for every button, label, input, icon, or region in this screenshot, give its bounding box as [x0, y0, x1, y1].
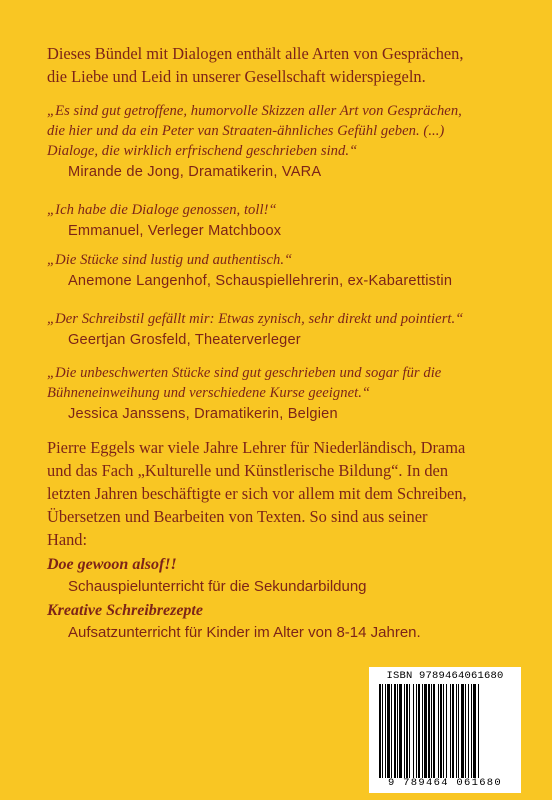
isbn-label: ISBN 9789464061680 [386, 670, 504, 682]
barcode-bar [424, 684, 427, 778]
quote-line: „Der Schreibstil gefällt mir: Etwas zynisch, sehr direkt und pointiert.“ [47, 311, 464, 327]
quote-line: „Es sind gut getroffene, humorvolle Skizzen aller Art von Gesprächen, [47, 103, 462, 119]
quote-attribution: Jessica Janssens, Dramatikerin, Belgien [68, 406, 338, 422]
barcode-bar [391, 684, 392, 778]
review-quote [47, 309, 527, 351]
barcode-bar [397, 684, 398, 778]
book-description: Schauspielunterricht für die Sekundarbildung [68, 578, 367, 595]
barcode-bar [406, 684, 408, 778]
quote-line: die hier und da ein Peter van Straaten-ähnliches Gefühl geben. (...) [47, 123, 445, 139]
book-entry [47, 599, 527, 644]
barcode-bar [394, 684, 396, 778]
barcode-bar [409, 684, 410, 778]
barcode-bar [468, 684, 469, 778]
barcode-bar [458, 684, 459, 778]
barcode-bar [418, 684, 420, 778]
book-title: Kreative Schreibrezepte [47, 602, 203, 619]
barcode-bar [446, 684, 447, 778]
barcode-bar [461, 684, 464, 778]
quote-attribution: Geertjan Grosfeld, Theaterverleger [68, 332, 301, 348]
barcode-bar [385, 684, 386, 778]
review-quote [47, 250, 527, 292]
author-bio [47, 436, 527, 551]
book-entry [47, 553, 527, 598]
barcode-digits: 9 789464 061680 [387, 777, 502, 789]
intro-paragraph [47, 42, 527, 88]
barcode-bar [413, 684, 414, 778]
barcode-bar [416, 684, 417, 778]
review-quote [47, 200, 527, 242]
barcode-bar [471, 684, 472, 778]
bio-line: und das Fach „Kulturelle und Künstlerische Bildung“. In den [47, 461, 449, 480]
barcode-bar [473, 684, 476, 778]
barcode-bar [382, 684, 383, 778]
intro-line: Dieses Bündel mit Dialogen enthält alle Arten von Gesprächen, [47, 44, 464, 63]
barcode-bar [422, 684, 423, 778]
barcode-bar [443, 684, 444, 778]
barcode-bar [387, 684, 390, 778]
quote-attribution: Mirande de Jong, Dramatikerin, VARA [68, 164, 322, 180]
barcode-bar [431, 684, 432, 778]
book-title: Doe gewoon alsof!! [47, 556, 177, 573]
barcode-bars [377, 684, 513, 778]
barcode-bar [456, 684, 457, 778]
book-description: Aufsatzunterricht für Kinder im Alter von 8-14 Jahren. [68, 624, 421, 641]
barcode-bar [452, 684, 454, 778]
quote-attribution: Anemone Langenhof, Schauspiellehrerin, ex-Kabarettistin [68, 273, 453, 289]
quote-line: „Die unbeschwerten Stücke sind gut geschrieben und sogar für die [47, 365, 442, 381]
barcode-bar [399, 684, 402, 778]
bio-line: Hand: [47, 530, 88, 549]
bio-line: Übersetzen und Bearbeiten von Texten. So sind aus seiner [47, 507, 428, 526]
quote-line: Bühneneinweihung und verschiedene Kurse geeignet.“ [47, 385, 371, 401]
barcode-bar [450, 684, 451, 778]
barcode-bar [478, 684, 479, 778]
quote-line: Dialoge, die wirklich erfrischend geschrieben sind.“ [47, 143, 358, 159]
barcode-bar [433, 684, 435, 778]
barcode-bar [465, 684, 466, 778]
review-quote [47, 363, 527, 425]
barcode-bar [379, 684, 381, 778]
barcode-bar [440, 684, 442, 778]
barcode-bar [428, 684, 430, 778]
barcode-bar [404, 684, 405, 778]
quote-line: „Ich habe die Dialoge genossen, toll!“ [47, 202, 277, 218]
isbn-barcode [369, 667, 521, 793]
review-quote [47, 101, 527, 183]
quote-line: „Die Stücke sind lustig und authentisch.“ [47, 252, 293, 268]
bio-line: letzten Jahren beschäftigte er sich vor allem mit dem Schreiben, [47, 484, 467, 503]
quote-attribution: Emmanuel, Verleger Matchboox [68, 223, 282, 239]
barcode-bar [438, 684, 439, 778]
intro-line: die Liebe und Leid in unserer Gesellschaft widerspiegeln. [47, 67, 426, 86]
bio-line: Pierre Eggels war viele Jahre Lehrer für Niederländisch, Drama [47, 438, 466, 457]
